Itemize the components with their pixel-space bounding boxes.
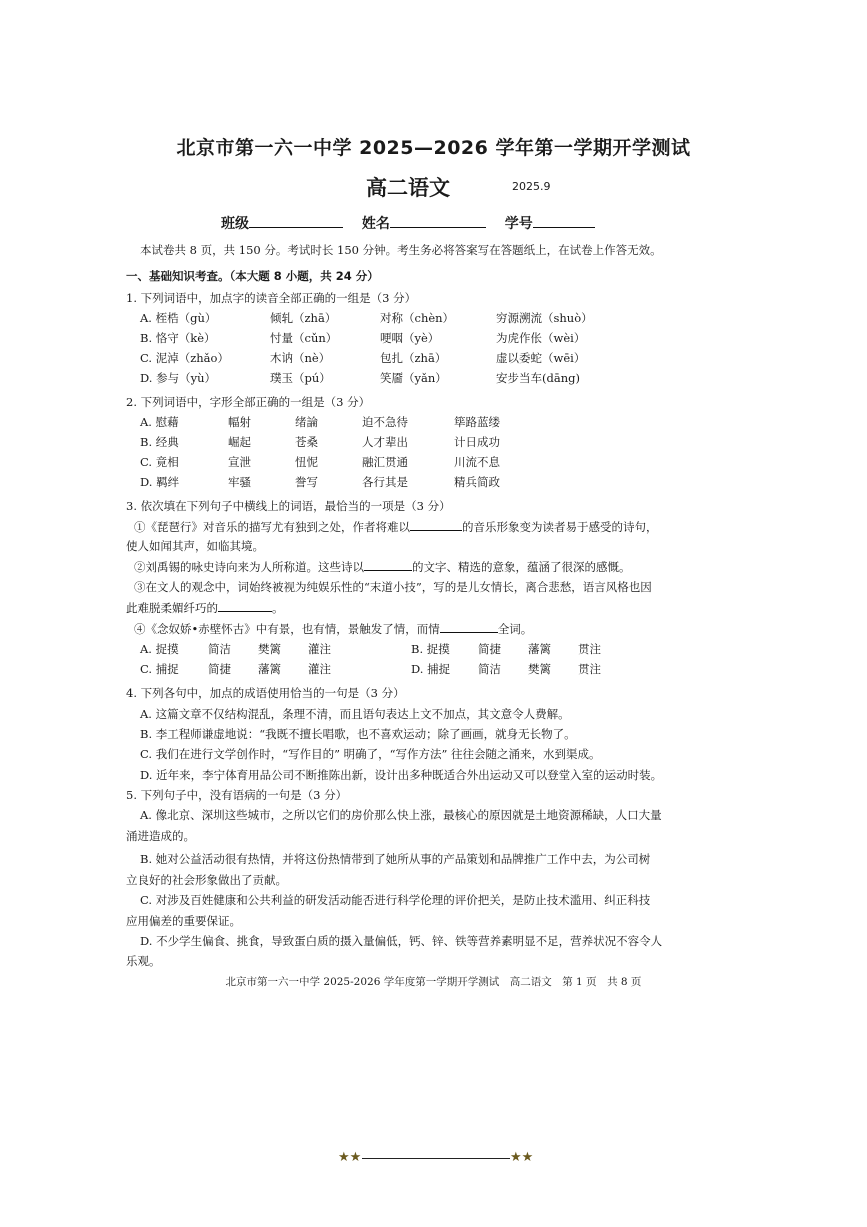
exam-date: 2025.9 — [512, 180, 551, 193]
q3-d-1: D. 捕捉 — [411, 662, 451, 676]
footer-decoration — [338, 1150, 534, 1166]
q2-b-word2: 崛起 — [228, 435, 251, 449]
q5-option-d-cont: 乐观。 — [126, 954, 161, 968]
q5-option-a-cont: 涌进造成的。 — [126, 829, 195, 843]
decoration-divider — [362, 1158, 510, 1159]
exam-title: 北京市第一六一中学 2025—2026 学年第一学期开学测试 — [176, 137, 691, 159]
name-field[interactable] — [390, 214, 486, 228]
q3-b-3: 藩篱 — [528, 642, 551, 656]
q2-b-word4: 人才辈出 — [362, 435, 408, 449]
q1-a-word2: 倾轧（zhā） — [270, 311, 337, 325]
q2-d-word3: 誊写 — [295, 475, 318, 489]
q1-b-word3: 哽咽（yè） — [380, 331, 440, 345]
student-info-row — [221, 213, 609, 233]
star-icon-right: ★★ — [510, 1150, 534, 1165]
q1-d-word4: 安步当车(dāng) — [496, 371, 580, 385]
q5-option-b: B. 她对公益活动很有热情，并将这份热情带到了她所从事的产品策划和品牌推广工作中去，为公司树 — [140, 852, 651, 866]
section-heading: 一、基础知识考查。（本大题 8 小题，共 24 分） — [126, 269, 379, 283]
q5-option-c: C. 对涉及百姓健康和公共利益的研发活动能否进行科学伦理的评价把关，是防止技术滥用、纠正科技 — [140, 893, 651, 907]
q3-sentence-1-cont: 使人如闻其声，如临其境。 — [126, 539, 264, 553]
q1-b-word1: B. 恪守（kè） — [140, 331, 216, 345]
class-label: 班级 — [221, 216, 249, 232]
class-field[interactable] — [249, 214, 343, 228]
page-footer: 北京市第一六一中学 2025-2026 学年度第一学期开学测试 高二语文 第 1 页 共 8 页 — [225, 976, 642, 988]
q1-d-word1: D. 参与（yù） — [140, 371, 217, 385]
q2-c-word3: 忸怩 — [295, 455, 318, 469]
q2-b-word1: B. 经典 — [140, 435, 179, 449]
q2-a-word5: 筚路蓝缕 — [454, 415, 500, 429]
q3-blank-3[interactable] — [218, 599, 272, 612]
q3-blank-2[interactable] — [364, 558, 412, 571]
q3-sentence-3-cont: 此难脱柔媚纤巧的 。 — [126, 601, 284, 615]
q3-sentence-1: ①《琵琶行》对音乐的描写尤有独到之处，作者将难以 的音乐形象变为读者易于感受的诗句， — [134, 520, 658, 534]
q3-d-2: 简洁 — [478, 662, 501, 676]
q3-sentence-3: ③在文人的观念中，词始终被视为纯娱乐性的“末道小技”，写的是儿女情长，离合悲愁，语言风格也因 — [134, 580, 652, 594]
q1-b-word2: 忖量（cǔn） — [270, 331, 338, 345]
id-label: 学号 — [504, 216, 533, 232]
q2-d-word4: 各行其是 — [362, 475, 408, 489]
q3-c-2: 简捷 — [208, 662, 231, 676]
q4-option-a: A. 这篇文章不仅结构混乱，条理不清，而且语句表达上文不加点，其文意令人费解。 — [140, 707, 570, 721]
q2-stem: 2. 下列词语中，字形全部正确的一组是（3 分） — [126, 395, 371, 409]
instructions: 本试卷共 8 页，共 150 分。考试时长 150 分钟。考生务必将答案写在答题纸上，在试卷上作答无效。 — [140, 243, 662, 257]
q4-option-c: C. 我们在进行文学创作时，“写作目的” 明确了，“写作方法” 往往会随之涌来，水到渠成。 — [140, 747, 601, 761]
q3-c-1: C. 捕捉 — [140, 662, 179, 676]
q1-c-word2: 木讷（nè） — [270, 351, 331, 365]
subject-title: 高二语文 — [366, 176, 450, 200]
q3-stem: 3. 依次填在下列句子中横线上的词语，最恰当的一项是（3 分） — [126, 499, 451, 513]
q3-a-1: A. 捉摸 — [140, 642, 179, 656]
q3-d-3: 樊篱 — [528, 662, 551, 676]
q3-a-2: 简洁 — [208, 642, 231, 656]
q2-a-word4: 迫不急待 — [362, 415, 408, 429]
q4-option-b: B. 李工程师谦虚地说：“我既不擅长唱歌，也不喜欢运动；除了画画，就身无长物了。 — [140, 727, 576, 741]
q5-stem: 5. 下列句子中，没有语病的一句是（3 分） — [126, 788, 348, 802]
q5-option-a: A. 像北京、深圳这些城市，之所以它们的房价那么快上涨，最核心的原因就是土地资源稀缺，人口大量 — [140, 808, 662, 822]
q3-blank-4[interactable] — [440, 620, 498, 633]
q5-option-b-cont: 立良好的社会形象做出了贡献。 — [126, 873, 287, 887]
q4-option-d: D. 近年来，李宁体育用品公司不断推陈出新，设计出多种既适合外出运动又可以登堂入室的运动时装。 — [140, 768, 663, 782]
q2-c-word2: 宣泄 — [228, 455, 251, 469]
q2-b-word3: 苍桑 — [295, 435, 318, 449]
q1-d-word3: 笑靥（yǎn） — [380, 371, 447, 385]
q3-b-1: B. 捉摸 — [411, 642, 450, 656]
q2-a-word1: A. 慰藉 — [140, 415, 179, 429]
q1-d-word2: 璞玉（pú） — [270, 371, 331, 385]
star-icon-left: ★★ — [338, 1150, 362, 1165]
q1-c-word1: C. 泥淖（zhǎo） — [140, 351, 229, 365]
q2-b-word5: 计日成功 — [454, 435, 500, 449]
q5-option-c-cont: 应用偏差的重要保证。 — [126, 914, 241, 928]
q1-c-word4: 虚以委蛇（wēi） — [496, 351, 586, 365]
q3-b-4: 贯注 — [578, 642, 601, 656]
q1-a-word4: 穷源溯流（shuò） — [496, 311, 593, 325]
q1-b-word4: 为虎作伥（wèi） — [496, 331, 586, 345]
q2-a-word2: 幅射 — [228, 415, 251, 429]
q2-d-word1: D. 羁绊 — [140, 475, 180, 489]
q1-a-word1: A. 桎梏（gù） — [140, 311, 217, 325]
q3-sentence-2: ②刘禹锡的咏史诗向来为人所称道。这些诗以 的文字、精选的意象，蕴涵了很深的感慨。 — [134, 560, 631, 574]
name-label: 姓名 — [361, 216, 390, 232]
q5-option-d: D. 不少学生偏食、挑食，导致蛋白质的摄入量偏低，钙、锌、铁等营养素明显不足，营养状况不容令人 — [140, 934, 663, 948]
q2-d-word5: 精兵简政 — [454, 475, 500, 489]
q3-b-2: 简捷 — [478, 642, 501, 656]
q1-a-word3: 对称（chèn） — [380, 311, 455, 325]
q1-c-word3: 包扎（zhā） — [380, 351, 447, 365]
q3-a-4: 灌注 — [308, 642, 331, 656]
q4-stem: 4. 下列各句中，加点的成语使用恰当的一句是（3 分） — [126, 686, 405, 700]
q2-c-word1: C. 竟相 — [140, 455, 179, 469]
q1-stem: 1. 下列词语中，加点字的读音全部正确的一组是（3 分） — [126, 291, 417, 305]
q3-sentence-4: ④《念奴娇•赤壁怀古》中有景，也有情，景触发了情，而情 全词。 — [134, 622, 533, 636]
q3-c-4: 灌注 — [308, 662, 331, 676]
q3-d-4: 贯注 — [578, 662, 601, 676]
q3-c-3: 藩篱 — [258, 662, 281, 676]
q2-c-word4: 融汇贯通 — [362, 455, 408, 469]
q2-c-word5: 川流不息 — [454, 455, 500, 469]
student-id-field[interactable] — [533, 214, 595, 228]
q3-blank-1[interactable] — [410, 518, 462, 531]
q2-d-word2: 牢骚 — [228, 475, 251, 489]
q2-a-word3: 绪論 — [295, 415, 318, 429]
q3-a-3: 樊篱 — [258, 642, 281, 656]
